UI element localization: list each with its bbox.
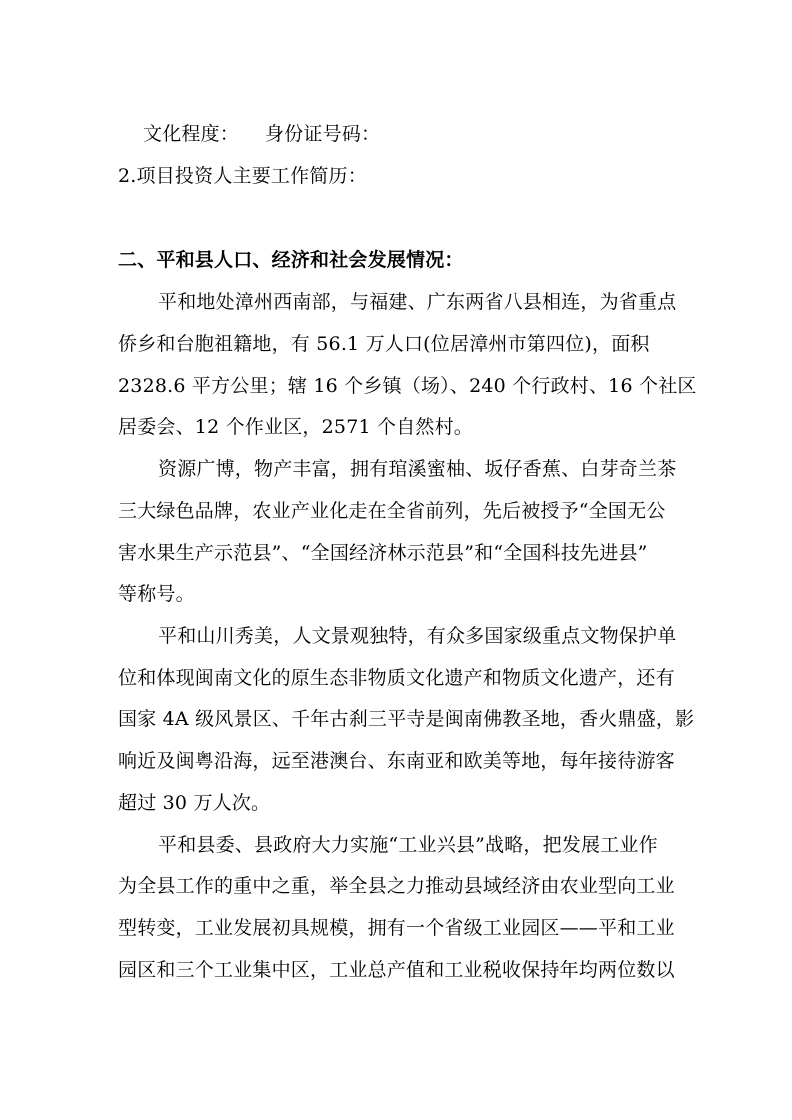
paragraph-line: 资源广博，物产丰富，拥有琯溪蜜柚、坂仔香蕉、白芽奇兰茶 xyxy=(158,458,677,480)
section-heading: 二、平和县人口、经济和社会发展情况： xyxy=(118,249,464,271)
paragraph-line: 居委会、12 个作业区，2571 个自然村。 xyxy=(118,416,474,438)
paragraph-line: 响近及闽粤沿海，远至港澳台、东南亚和欧美等地，每年接待游客 xyxy=(118,750,675,772)
paragraph-line: 为全县工作的重中之重，举全县之力推动县域经济由农业型向工业 xyxy=(118,875,675,897)
paragraph-line: 平和县委、县政府大力实施“工业兴县”战略，把发展工业作 xyxy=(158,834,658,856)
paragraph-line: 平和山川秀美，人文景观独特，有众多国家级重点文物保护单 xyxy=(158,625,677,647)
resume-label: 2.项目投资人主要工作简历： xyxy=(118,165,367,187)
info-fields-line xyxy=(143,121,703,147)
paragraph-line: 超过 30 万人次。 xyxy=(118,792,271,814)
id-number-label: 身份证号码： xyxy=(265,123,381,145)
paragraph-line: 三大绿色品牌，农业产业化走在全省前列，先后被授予“全国无公 xyxy=(118,500,666,522)
education-label: 文化程度： xyxy=(143,123,240,145)
paragraph-line: 位和体现闽南文化的原生态非物质文化遗产和物质文化遗产，还有 xyxy=(118,667,675,689)
paragraph-line: 园区和三个工业集中区，工业总产值和工业税收保持年均两位数以 xyxy=(118,959,675,981)
paragraph-line: 型转变，工业发展初具规模，拥有一个省级工业园区——平和工业 xyxy=(118,917,675,939)
paragraph-line: 害水果生产示范县”、“全国经济林示范县”和“全国科技先进县” xyxy=(118,542,648,564)
paragraph-line: 国家 4A 级风景区、千年古刹三平寺是闽南佛教圣地，香火鼎盛，影 xyxy=(118,708,695,730)
paragraph-line: 侨乡和台胞祖籍地，有 56.1 万人口(位居漳州市第四位)，面积 xyxy=(118,333,650,355)
paragraph-line: 2328.6 平方公里；辖 16 个乡镇（场）、240 个行政村、16 个社区 xyxy=(118,375,697,397)
paragraph-line: 平和地处漳州西南部，与福建、广东两省八县相连，为省重点 xyxy=(158,291,677,313)
paragraph-line: 等称号。 xyxy=(118,583,195,605)
